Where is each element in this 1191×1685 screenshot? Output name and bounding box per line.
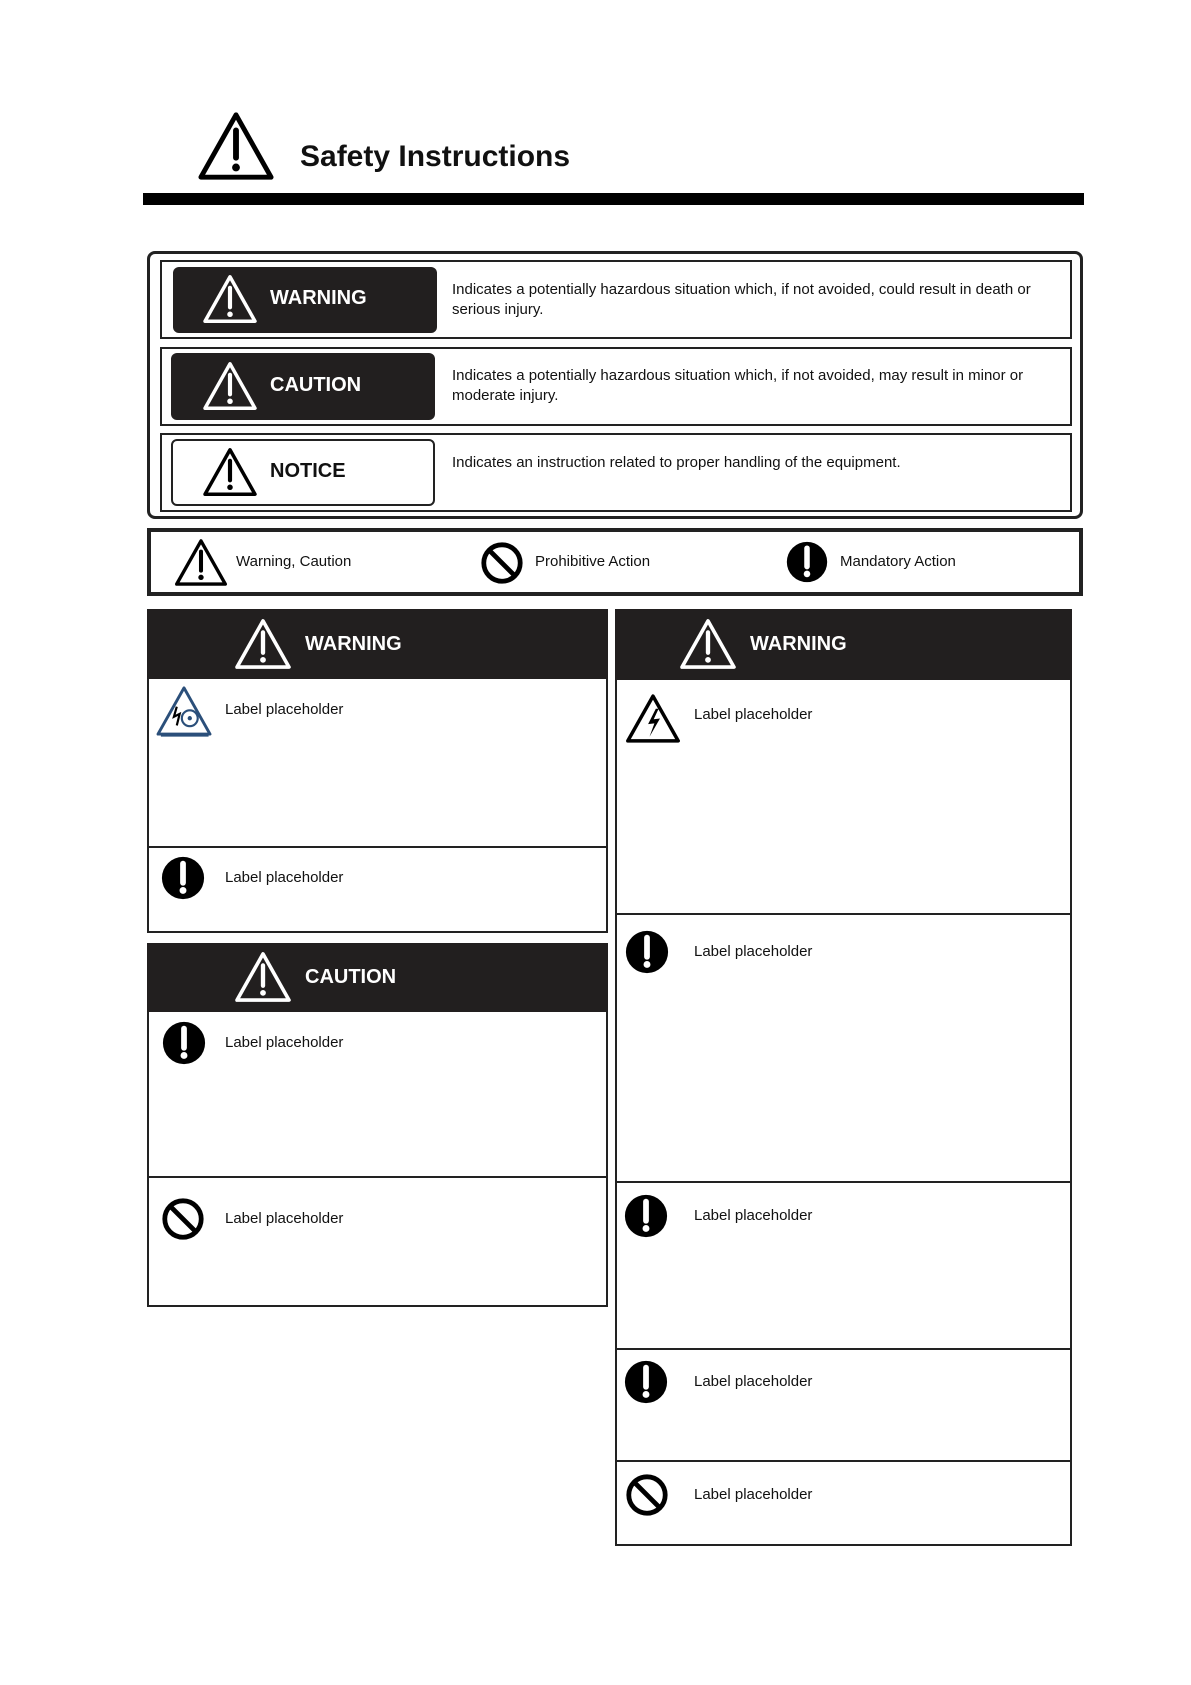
left-warning-separator xyxy=(147,846,608,848)
warning-description: Indicates a potentially hazardous situation which, if not avoided, could result in death or serious injury. xyxy=(452,281,1031,318)
left-warning-header-label: WARNING xyxy=(305,633,402,655)
left-caution-item-2-text: Label placeholder xyxy=(225,1210,344,1227)
warning-badge-icon xyxy=(202,274,258,324)
legend-prohibited-label: Prohibitive Action xyxy=(535,553,651,570)
right-prohibited-icon xyxy=(624,1472,670,1518)
left-warning-item-2-text: Label placeholder xyxy=(225,869,344,886)
warning-badge-label: WARNING xyxy=(270,287,367,309)
left-caution-item-1-text: Label placeholder xyxy=(225,1034,344,1051)
right-item-3-text: Label placeholder xyxy=(694,1207,813,1224)
legend-mandatory-label: Mandatory Action xyxy=(840,553,956,570)
left-warning-mandatory-icon xyxy=(160,855,206,901)
caution-badge-label: CAUTION xyxy=(270,374,362,396)
right-separator-4 xyxy=(615,1460,1072,1462)
rotating-parts-icon xyxy=(155,685,213,737)
legend-prohibited-icon xyxy=(479,540,525,586)
page-title: Safety Instructions xyxy=(300,140,571,173)
right-warning-panel xyxy=(615,609,1072,1546)
notice-badge-label: NOTICE xyxy=(270,460,346,482)
right-separator-3 xyxy=(615,1348,1072,1350)
legend-warning-label: Warning, Caution xyxy=(236,553,352,570)
right-item-4-text: Label placeholder xyxy=(694,1373,813,1390)
left-caution-header-icon xyxy=(234,951,292,1003)
right-item-5-text: Label placeholder xyxy=(694,1486,813,1503)
left-caution-header-label: CAUTION xyxy=(305,966,397,988)
notice-description: Indicates an instruction related to proper handling of the equipment. xyxy=(452,454,901,471)
left-caution-mandatory-icon xyxy=(161,1020,207,1066)
title-rule xyxy=(143,193,1084,205)
notice-badge-icon xyxy=(202,447,258,497)
caution-badge-icon xyxy=(202,361,258,411)
electric-shock-icon xyxy=(625,693,681,744)
left-caution-separator xyxy=(147,1176,608,1178)
right-mandatory-icon-3 xyxy=(623,1359,669,1405)
caution-description: Indicates a potentially hazardous situation which, if not avoided, may result in minor or moderate injury. xyxy=(452,367,1024,404)
left-warning-item-1-text: Label placeholder xyxy=(225,701,344,718)
right-mandatory-icon-2 xyxy=(623,1193,669,1239)
left-caution-prohibited-icon xyxy=(160,1196,206,1242)
right-separator-1 xyxy=(615,913,1072,915)
right-warning-header-icon xyxy=(679,618,737,670)
right-item-1-text: Label placeholder xyxy=(694,706,813,723)
legend-warning-icon xyxy=(174,538,228,587)
left-warning-header-icon xyxy=(234,618,292,670)
right-item-2-text: Label placeholder xyxy=(694,943,813,960)
right-mandatory-icon-1 xyxy=(624,929,670,975)
right-separator-2 xyxy=(615,1181,1072,1183)
title-warning-icon xyxy=(197,110,275,182)
right-warning-header-label: WARNING xyxy=(750,633,847,655)
legend-mandatory-icon xyxy=(785,540,829,584)
